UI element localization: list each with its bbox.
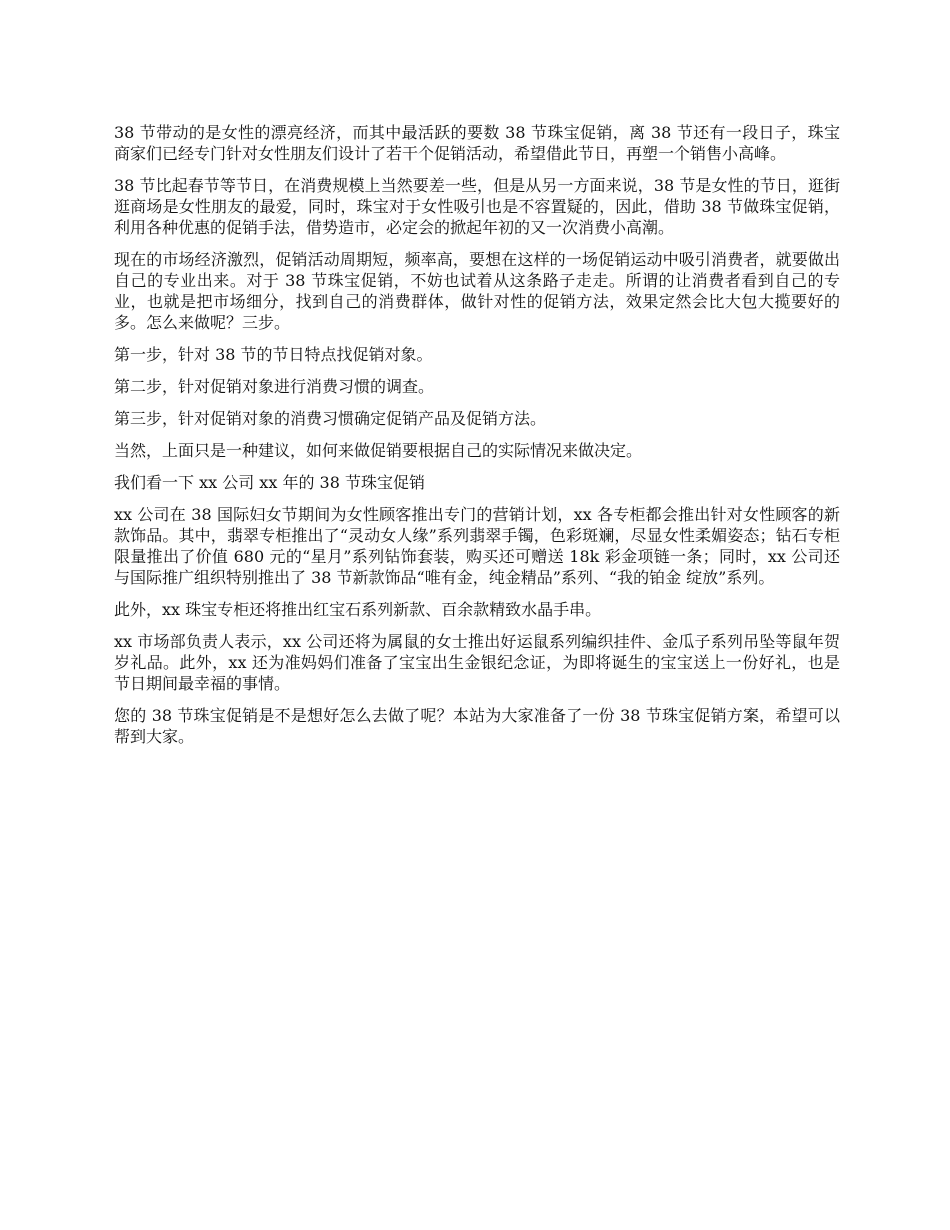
paragraph-step-three: 第三步，针对促销对象的消费习惯确定促销产品及促销方法。 (114, 409, 547, 428)
paragraph-step-one: 第一步，针对 38 节的节日特点找促销对象。 (114, 345, 433, 364)
paragraph-step-two: 第二步，针对促销对象进行消费习惯的调查。 (114, 377, 435, 396)
paragraph-ruby-series: 此外，xx 珠宝专柜还将推出红宝石系列新款、百余款精致水晶手串。 (114, 600, 602, 619)
paragraph-market: 现在的市场经济激烈，促销活动周期短，频率高，要想在这样的一场促销运动中吸引消费者，就要做出自己的专业出来。对于 38 节珠宝促销，不妨也试着从这条路子走走。所谓的让消费者看到自己的专业，也就是把市场细分，找到自己的消费群体，做针对性的促销方法，效果定然会比大包大揽要好的多。怎么来做呢？三步。 (114, 250, 840, 332)
paragraph-example-heading: 我们看一下 xx 公司 xx 年的 38 节珠宝促销 (114, 473, 425, 492)
paragraph-marketing-head: xx 市场部负责人表示，xx 公司还将为属鼠的女士推出好运鼠系列编织挂件、金瓜子系列吊坠等鼠年贺岁礼品。此外，xx 还为准妈妈们准备了宝宝出生金银纪念证，为即将诞生的宝宝送上一份好礼，也是节日期间最幸福的事情。 (114, 632, 840, 693)
paragraph-suggestion: 当然，上面只是一种建议，如何来做促销要根据自己的实际情况来做决定。 (114, 441, 643, 460)
paragraph-comparison: 38 节比起春节等节日，在消费规模上当然要差一些，但是从另一方面来说，38 节是女性的节日，逛街逛商场是女性朋友的最爱，同时，珠宝对于女性吸引也是不容置疑的，因此，借助 38 节做珠宝促销，利用各种优惠的促销手法，借势造市，必定会的掀起年初的又一次消费小高潮。 (114, 176, 840, 237)
paragraph-closing: 您的 38 节珠宝促销是不是想好怎么去做了呢？本站为大家准备了一份 38 节珠宝促销方案，希望可以帮到大家。 (114, 706, 840, 746)
paragraph-intro: 38 节带动的是女性的漂亮经济，而其中最活跃的要数 38 节珠宝促销，离 38 节还有一段日子，珠宝商家们已经专门针对女性朋友们设计了若干个促销活动，希望借此节日，再塑一个销售小高峰。 (114, 123, 840, 163)
document-body (114, 122, 840, 758)
paragraph-company-plan: xx 公司在 38 国际妇女节期间为女性顾客推出专门的营销计划，xx 各专柜都会推出针对女性顾客的新款饰品。其中，翡翠专柜推出了“灵动女人缘”系列翡翠手镯，色彩斑斓，尽显女性柔媚姿态；钻石专柜限量推出了价值 680 元的“星月”系列钻饰套装，购买还可赠送 18k 彩金项链一条；同时，xx 公司还与国际推广组织特别推出了 38 节新款饰品“唯有金，纯金精品”系列、“我的铂金 绽放”系列。 (114, 505, 840, 587)
